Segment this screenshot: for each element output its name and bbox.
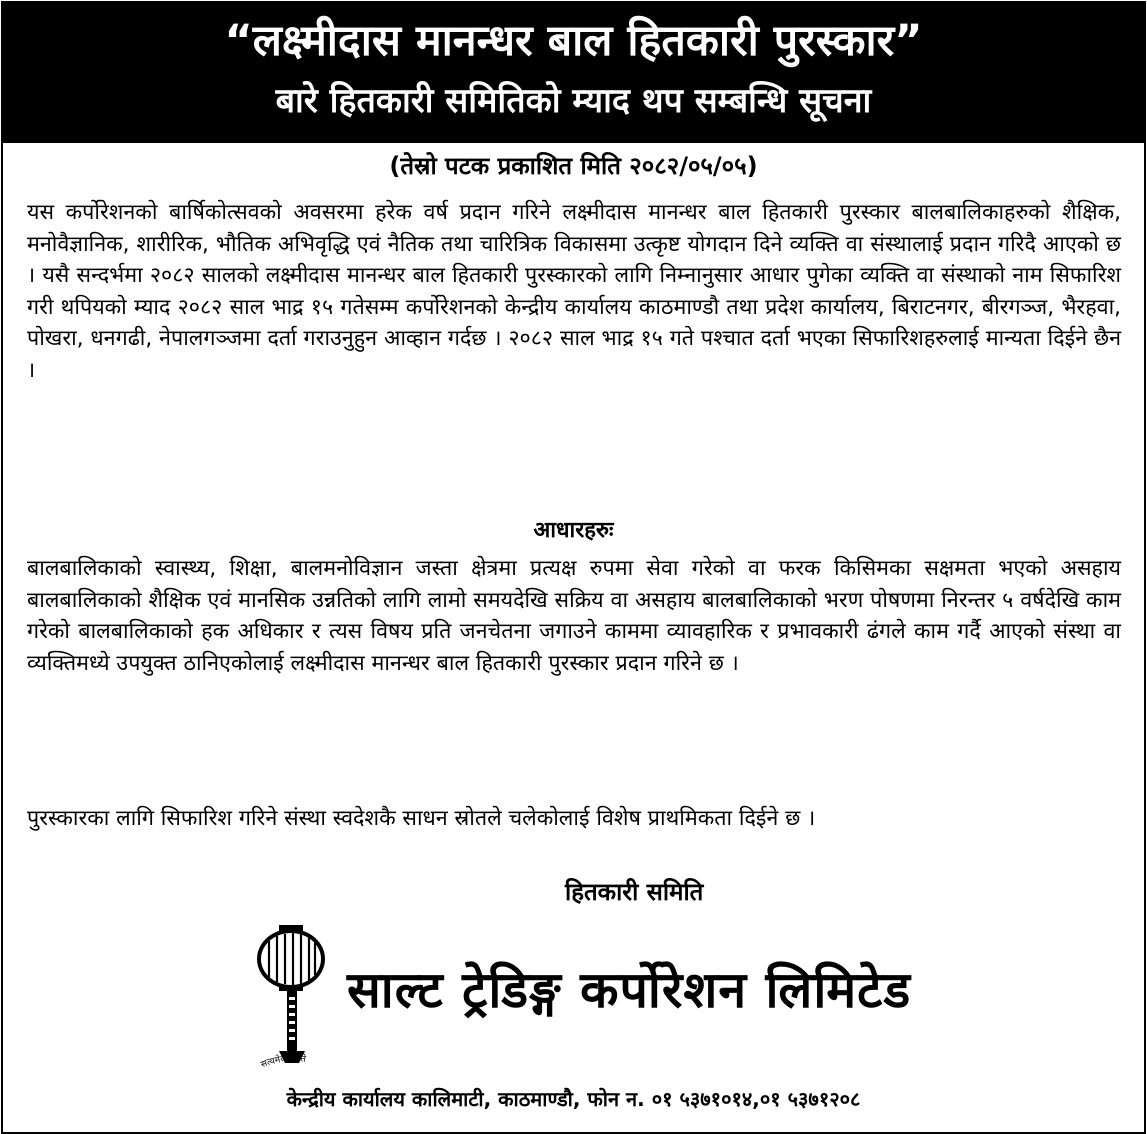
criteria-heading: आधारहरुः [533, 518, 614, 543]
company-logo-icon [249, 923, 341, 1083]
notice-frame [1, 1, 1146, 1134]
notice-subtitle: बारे हितकारी समितिको म्याद थप सम्बन्धि सूचना [275, 81, 872, 121]
company-name: साल्ट ट्रेडिङ्ग कर्पोरेशन लिमिटेड [347, 960, 912, 1019]
footer-contact: केन्द्रीय कार्यालय कालिमाटी, काठमाण्डौ, फोन न. ०१ ५३७१०१४,०१ ५३७१२०८ [286, 1087, 861, 1111]
svg-text:सत्यमेव जयते [260, 1052, 308, 1070]
notice-header [3, 3, 1144, 143]
intro-paragraph: यस कर्पोरेशनको बार्षिकोत्सवको अवसरमा हरेक वर्ष प्रदान गरिने लक्ष्मीदास मानन्धर बाल हितकारी पुरस्कार बालबालिकाहरुको शैक्षिक, मनोवैज्ञानिक, शारीरिक, भौतिक अभिवृद्धि एवं नैतिक तथा चारित्रिक विकासमा उत्कृष्ट योगदान दिने व्यक्ति वा संस्थालाई प्रदान गरिदै आएको छ । यसै सन्दर्भमा २०८२ सालको लक्ष्मीदास मानन्धर बाल हितकारी पुरस्कारको लागि निम्नानुसार आधार पुगेका व्यक्ति वा संस्थाको नाम सिफारिश गरी थपियको म्याद २०८२ साल भाद्र १५ गतेसम्म कर्पोरेशनको केन्द्रीय कार्यालय काठमाण्डौ तथा प्रदेश कार्यालय, बिराटनगर, बीरगञ्ज, भैरहवा, पोखरा, धनगढी, नेपालगञ्जमा दर्ता गराउनुहुन आव्हान गर्दछ । २०८२ साल भाद्र १५ गते पश्चात दर्ता भएका सिफारिशहरुलाई मान्यता दिईने छैन । [27, 200, 1121, 383]
logo-motto: सत्यमेव जयते [259, 1053, 307, 1071]
signature-committee: हितकारी समिति [565, 878, 704, 906]
notice-title: “लक्ष्मीदास मानन्धर बाल हितकारी पुरस्कार” [224, 16, 923, 66]
priority-paragraph: पुरस्कारका लागि सिफारिश गरिने संस्था स्वदेशकै साधन स्रोतले चलेकोलाई विशेष प्राथमिकता दिईने छ । [27, 806, 816, 831]
publication-date: (तेस्रो पटक प्रकाशित मिति २०८२/०५/०५) [389, 152, 758, 180]
criteria-paragraph: बालबालिकाको स्वास्थ्य, शिक्षा, बालमनोविज्ञान जस्ता क्षेत्रमा प्रत्यक्ष रुपमा सेवा गरेको वा फरक किसिमका सक्षमता भएको असहाय बालबालिकाको शैक्षिक एवं मानसिक उन्नतिको लागि लामो समयदेखि सक्रिय वा असहाय बालबालिकाको भरण पोषणमा निरन्तर ५ वर्षदेखि काम गरेको बालबालिकाको हक अधिकार र त्यस विषय प्रति जनचेतना जगाउने काममा व्यावहारिक र प्रभावकारी ढंगले काम गर्दै आएको संस्था वा व्यक्तिमध्ये उपयुक्त ठानिएकोलाई लक्ष्मीदास मानन्धर बाल हितकारी पुरस्कार प्रदान गरिने छ । [27, 556, 1121, 676]
